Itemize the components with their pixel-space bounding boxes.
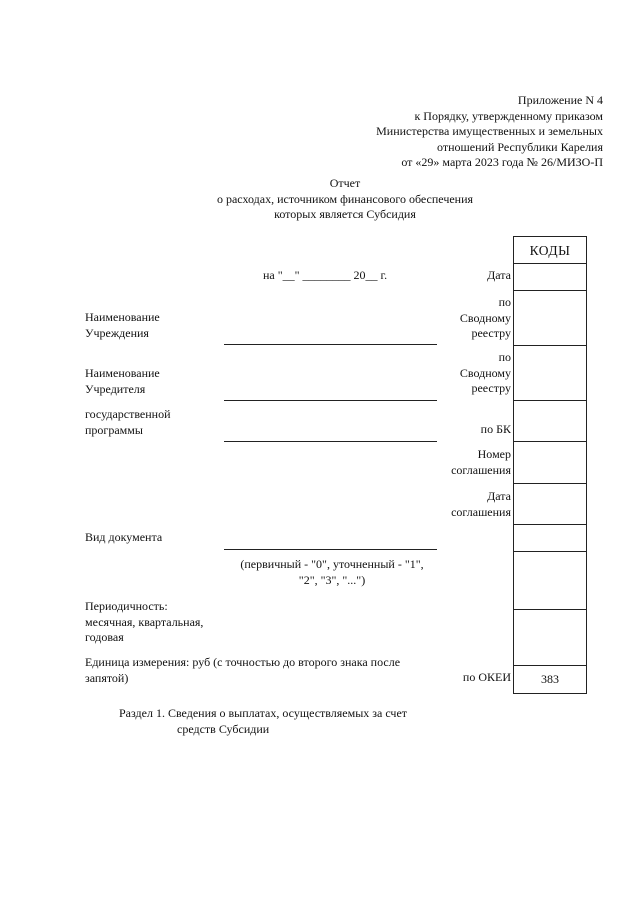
label-line: Периодичность: <box>85 599 168 613</box>
label-line: Сводному <box>459 310 511 325</box>
code-cell-bk[interactable] <box>514 400 586 441</box>
label-line: соглашения <box>451 462 511 477</box>
doc-type-input-line[interactable] <box>224 549 437 550</box>
program-input-line[interactable] <box>224 441 437 442</box>
institution-input-line[interactable] <box>224 344 437 345</box>
title-line: Отчет <box>329 176 361 190</box>
label-bk <box>481 422 511 438</box>
code-cell-agreement-date[interactable] <box>514 483 586 524</box>
hint-line: "2", "3", "...") <box>298 572 366 587</box>
label-line: реестру <box>471 381 511 395</box>
title-line: которых является Субсидия <box>274 207 416 221</box>
appendix-line: к Порядку, утвержденному приказом <box>414 108 603 123</box>
label-line: Наименование <box>85 366 160 380</box>
label-line: по ОКЕИ <box>462 670 511 684</box>
code-cell-svod-founder[interactable] <box>514 345 586 400</box>
report-date-line[interactable]: на "__" ________ 20__ г. <box>263 268 388 282</box>
section-1-heading <box>119 705 407 737</box>
code-cell-date[interactable] <box>514 263 586 290</box>
field-periodicity-label <box>85 599 203 646</box>
label-line: по <box>498 295 511 309</box>
doc-type-hint <box>222 557 442 588</box>
label-line: соглашения <box>451 504 511 519</box>
label-svod-institution <box>460 295 511 342</box>
appendix-line: от «29» марта 2023 года № 26/МИЗО-П <box>401 155 603 169</box>
appendix-line: Приложение N 4 <box>517 93 603 107</box>
field-doc-type-label <box>85 530 162 546</box>
label-agreement-no <box>451 447 511 478</box>
label-date-text: Дата <box>487 268 511 282</box>
section-line: Раздел 1. Сведения о выплатах, осуществляемых за счет <box>119 706 408 720</box>
code-cell-periodicity[interactable] <box>514 609 586 665</box>
label-line: Номер <box>477 447 511 461</box>
label-svod-founder <box>460 350 511 397</box>
title-line: о расходах, источником финансового обеспечения <box>216 191 474 206</box>
appendix-line: Министерства имущественных и земельных <box>376 124 603 138</box>
code-cell-svod-institution[interactable] <box>514 290 586 345</box>
label-line: Дата <box>487 489 511 503</box>
label-line: государственной <box>85 407 171 421</box>
label-agreement-date <box>451 489 511 520</box>
founder-input-line[interactable] <box>224 400 437 401</box>
label-date <box>487 268 511 284</box>
codes-table <box>513 236 587 694</box>
label-line: по <box>498 350 511 364</box>
field-program-label <box>85 407 171 438</box>
hint-line: (первичный - "0", уточненный - "1", <box>240 557 424 571</box>
label-line: Единица измерения: руб (с точностью до второго знака после <box>85 655 401 669</box>
field-founder-label <box>85 366 160 397</box>
section-line: средств Субсидии <box>177 722 270 736</box>
label-line: программы <box>85 422 143 437</box>
label-line: Наименование <box>85 310 160 324</box>
label-okei <box>463 670 511 686</box>
appendix-line: отношений Республики Карелия <box>437 139 603 154</box>
label-line: Сводному <box>459 365 511 380</box>
code-cell-okei: 383 <box>514 665 586 693</box>
label-line: Учреждения <box>85 325 149 340</box>
label-line: годовая <box>85 630 124 644</box>
codes-header: КОДЫ <box>529 242 571 258</box>
code-cell-agreement-no[interactable] <box>514 441 586 483</box>
label-line: месячная, квартальная, <box>85 614 204 629</box>
field-unit-label <box>85 655 400 686</box>
label-line: реестру <box>471 326 511 340</box>
appendix-header <box>376 93 603 171</box>
field-institution-label <box>85 310 160 341</box>
label-line: Учредителя <box>85 381 146 396</box>
label-line: Вид документа <box>85 530 163 544</box>
code-cell-doc-type[interactable] <box>514 524 586 551</box>
label-line: запятой) <box>85 670 129 685</box>
code-cell-blank <box>514 551 586 609</box>
label-line: по БК <box>480 422 511 436</box>
report-title <box>0 176 640 223</box>
